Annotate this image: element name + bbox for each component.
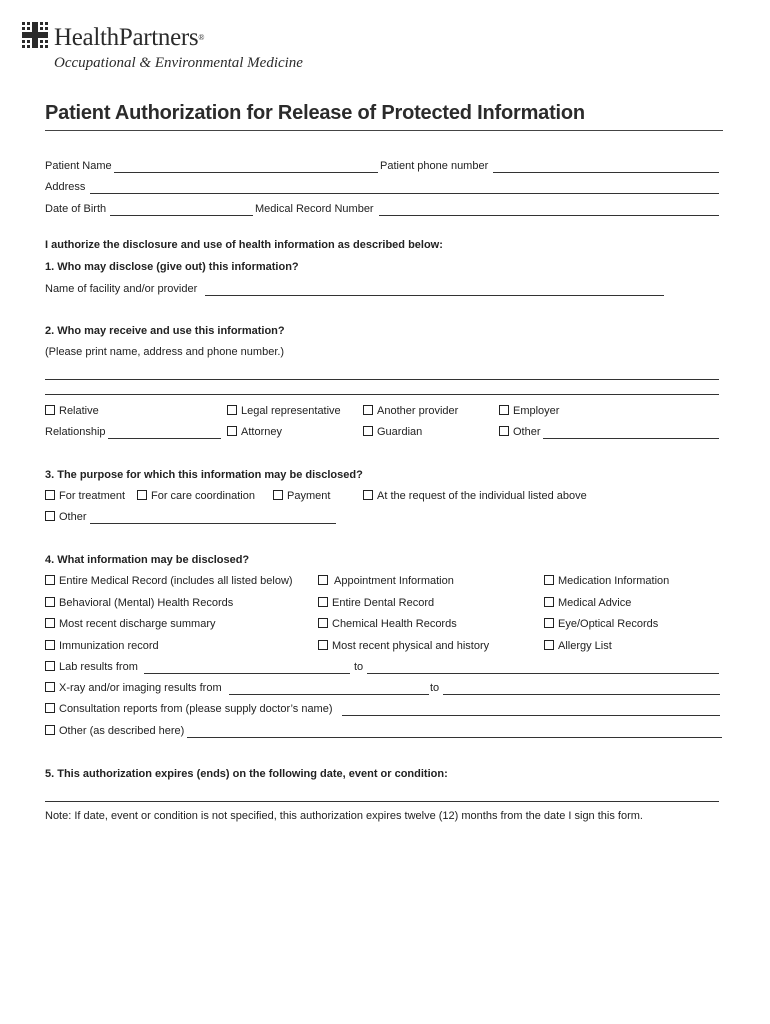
relative-label: Relative — [59, 405, 99, 417]
patient-name-field[interactable] — [114, 172, 378, 173]
xray-checkbox[interactable] — [45, 682, 222, 695]
appointment-info-label: Appointment Information — [334, 575, 454, 587]
checkbox-box[interactable] — [45, 640, 55, 650]
mrn-label: Medical Record Number — [255, 203, 374, 215]
care-coordination-checkbox[interactable] — [137, 490, 255, 503]
entire-record-checkbox[interactable] — [45, 575, 293, 588]
checkbox-box[interactable] — [227, 405, 237, 415]
medication-info-label: Medication Information — [558, 575, 670, 587]
allergy-label: Allergy List — [558, 640, 612, 652]
employer-checkbox[interactable] — [499, 405, 559, 418]
checkbox-box[interactable] — [318, 575, 328, 585]
recipient-other-label: Other — [513, 426, 541, 438]
checkbox-box[interactable] — [499, 405, 509, 415]
employer-label: Employer — [513, 405, 560, 417]
checkbox-box[interactable] — [318, 618, 328, 628]
address-field[interactable] — [90, 193, 719, 194]
attorney-checkbox[interactable] — [227, 426, 282, 439]
guardian-checkbox[interactable] — [363, 426, 422, 439]
allergy-checkbox[interactable] — [544, 640, 612, 653]
checkbox-box[interactable] — [363, 405, 373, 415]
at-request-checkbox[interactable] — [363, 490, 587, 503]
entire-record-label: Entire Medical Record (includes all listed below) — [59, 575, 293, 587]
facility-label: Name of facility and/or provider — [45, 283, 198, 295]
tagline: Occupational & Environmental Medicine — [54, 55, 303, 71]
xray-from-field[interactable] — [229, 694, 429, 695]
other-described-label: Other (as described here) — [59, 725, 185, 737]
expiration-note: Note: If date, event or condition is not specified, this authorization expires twelve (12) months from the date I sign this form. — [45, 810, 643, 822]
checkbox-box[interactable] — [45, 405, 55, 415]
behavioral-checkbox[interactable] — [45, 597, 233, 610]
medical-advice-label: Medical Advice — [558, 597, 632, 609]
lab-results-checkbox[interactable] — [45, 661, 138, 674]
facility-field[interactable] — [205, 295, 664, 296]
checkbox-box[interactable] — [544, 640, 554, 650]
treatment-checkbox[interactable] — [45, 490, 125, 503]
xray-to-label: to — [430, 682, 440, 694]
recipient-other-field[interactable] — [543, 438, 719, 439]
mrn-field[interactable] — [379, 215, 719, 216]
section4-heading: 4. What information may be disclosed? — [45, 554, 250, 566]
relationship-label: Relationship — [45, 426, 106, 438]
care-coordination-label: For care coordination — [151, 490, 255, 502]
section1-heading: 1. Who may disclose (give out) this information? — [45, 261, 299, 273]
payment-label: Payment — [287, 490, 331, 502]
purpose-other-checkbox[interactable] — [45, 511, 87, 524]
authorization-intro: I authorize the disclosure and use of health information as described below: — [45, 239, 443, 251]
eye-optical-label: Eye/Optical Records — [558, 618, 659, 630]
legal-rep-label: Legal representative — [241, 405, 341, 417]
other-described-field[interactable] — [187, 737, 722, 738]
lab-from-label: Lab results from — [59, 661, 138, 673]
medical-advice-checkbox[interactable] — [544, 597, 631, 610]
checkbox-box[interactable] — [45, 682, 55, 692]
attorney-label: Attorney — [241, 426, 282, 438]
consultation-field[interactable] — [342, 715, 720, 716]
checkbox-box[interactable] — [363, 490, 373, 500]
physical-history-checkbox[interactable] — [318, 640, 489, 653]
checkbox-box[interactable] — [544, 618, 554, 628]
treatment-label: For treatment — [59, 490, 126, 502]
checkbox-box[interactable] — [45, 725, 55, 735]
checkbox-box[interactable] — [45, 597, 55, 607]
relative-checkbox[interactable] — [45, 405, 99, 418]
payment-checkbox[interactable] — [273, 490, 330, 503]
chemical-checkbox[interactable] — [318, 618, 457, 631]
patient-name-label: Patient Name — [45, 160, 112, 172]
section2-heading: 2. Who may receive and use this information? — [45, 325, 285, 337]
section2-instructions: (Please print name, address and phone number.) — [45, 346, 285, 358]
checkbox-box[interactable] — [499, 426, 509, 436]
registered-mark: ® — [198, 33, 205, 42]
chemical-label: Chemical Health Records — [332, 618, 457, 630]
brand-name — [54, 24, 204, 52]
checkbox-box[interactable] — [45, 703, 55, 713]
checkbox-box[interactable] — [45, 490, 55, 500]
appointment-info-checkbox[interactable] — [318, 575, 454, 588]
checkbox-box[interactable] — [544, 597, 554, 607]
section3-heading: 3. The purpose for which this information may be disclosed? — [45, 469, 363, 481]
consultation-label: Consultation reports from (please supply doctor’s name) — [59, 703, 333, 715]
lab-from-field[interactable] — [144, 673, 350, 674]
checkbox-box[interactable] — [544, 575, 554, 585]
logo — [22, 22, 48, 53]
dob-label: Date of Birth — [45, 203, 107, 215]
brand-text: HealthPartners — [54, 24, 199, 51]
checkbox-box[interactable] — [227, 426, 237, 436]
checkbox-box[interactable] — [45, 575, 55, 585]
xray-from-label: X-ray and/or imaging results from — [59, 682, 222, 694]
page-title: Patient Authorization for Release of Protected Information — [45, 102, 585, 124]
lab-to-label: to — [354, 661, 364, 673]
checkbox-box[interactable] — [363, 426, 373, 436]
expiration-field[interactable] — [45, 801, 719, 802]
address-label: Address — [45, 181, 86, 193]
legal-rep-checkbox[interactable] — [227, 405, 341, 418]
checkbox-box[interactable] — [318, 597, 328, 607]
checkbox-box[interactable] — [45, 661, 55, 671]
title-divider — [45, 130, 723, 131]
dental-label: Entire Dental Record — [332, 597, 435, 609]
consultation-checkbox[interactable] — [45, 703, 333, 716]
guardian-label: Guardian — [377, 426, 423, 438]
purpose-other-field[interactable] — [90, 523, 336, 524]
discharge-checkbox[interactable] — [45, 618, 216, 631]
healthpartners-logo-icon — [22, 22, 48, 48]
immunization-checkbox[interactable] — [45, 640, 159, 653]
recipient-line-1[interactable] — [45, 379, 719, 380]
recipient-line-2[interactable] — [45, 394, 719, 395]
dob-field[interactable] — [110, 215, 253, 216]
purpose-other-label: Other — [59, 511, 87, 523]
medication-info-checkbox[interactable] — [544, 575, 669, 588]
section5-heading: 5. This authorization expires (ends) on the following date, event or condition: — [45, 768, 448, 780]
lab-to-field[interactable] — [367, 673, 719, 674]
checkbox-box[interactable] — [137, 490, 147, 500]
another-provider-label: Another provider — [377, 405, 459, 417]
immunization-label: Immunization record — [59, 640, 159, 652]
patient-phone-label: Patient phone number — [380, 160, 489, 172]
xray-to-field[interactable] — [443, 694, 720, 695]
dental-checkbox[interactable] — [318, 597, 434, 610]
eye-optical-checkbox[interactable] — [544, 618, 658, 631]
discharge-label: Most recent discharge summary — [59, 618, 216, 630]
physical-history-label: Most recent physical and history — [332, 640, 490, 652]
at-request-label: At the request of the individual listed above — [377, 490, 587, 502]
patient-phone-field[interactable] — [493, 172, 719, 173]
checkbox-box[interactable] — [45, 618, 55, 628]
another-provider-checkbox[interactable] — [363, 405, 458, 418]
checkbox-box[interactable] — [318, 640, 328, 650]
checkbox-box[interactable] — [45, 511, 55, 521]
behavioral-label: Behavioral (Mental) Health Records — [59, 597, 234, 609]
recipient-other-checkbox[interactable] — [499, 426, 541, 439]
relationship-field[interactable] — [108, 438, 221, 439]
checkbox-box[interactable] — [273, 490, 283, 500]
other-described-checkbox[interactable] — [45, 725, 184, 738]
